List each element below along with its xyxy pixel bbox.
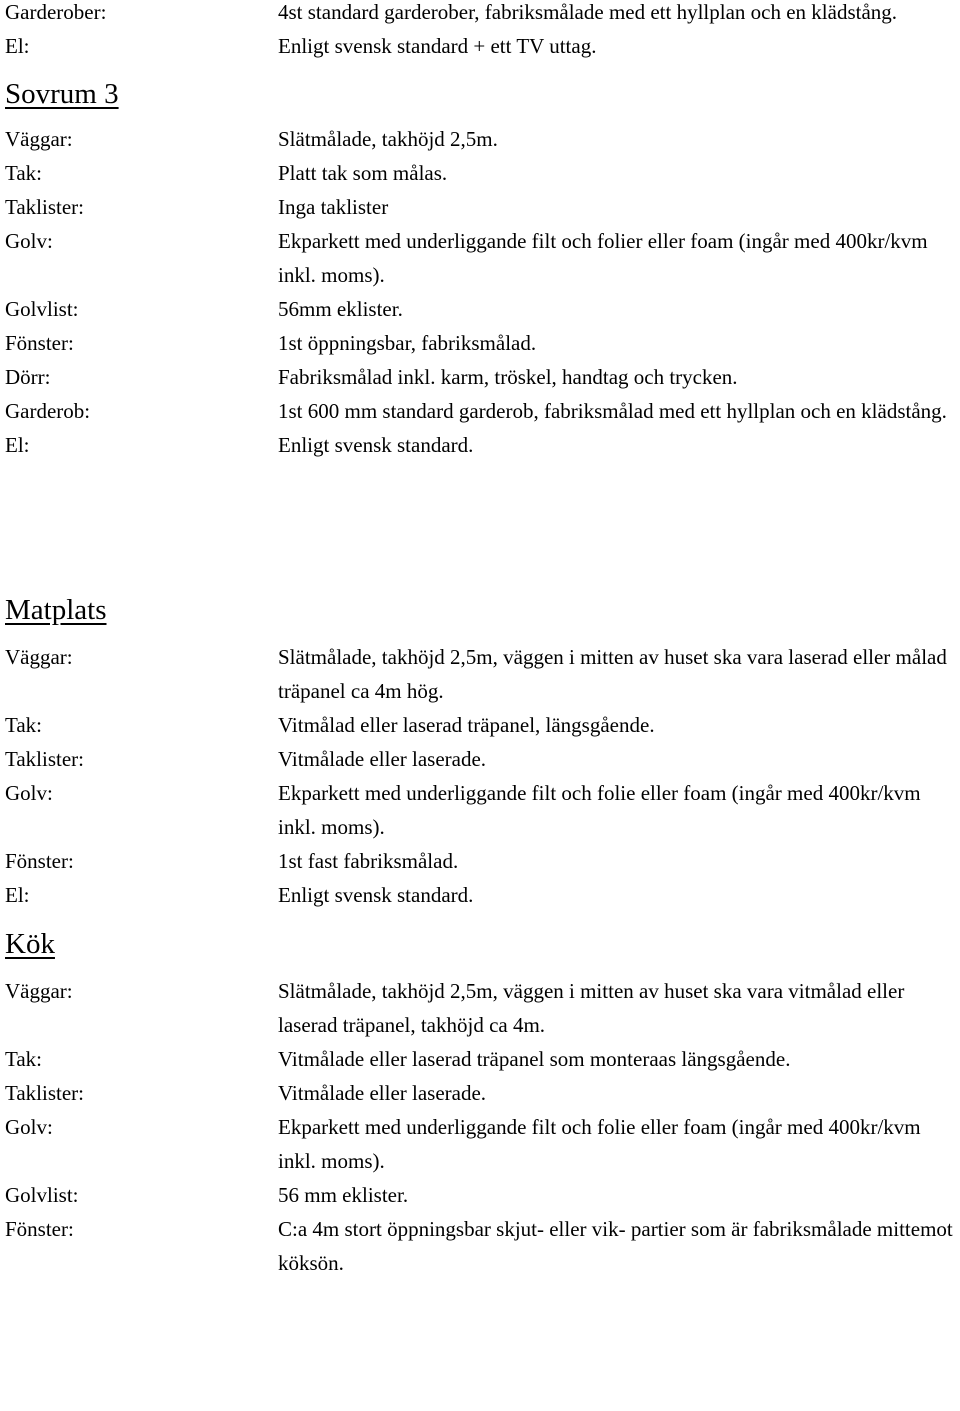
spec-value: 56 mm eklister. [278,1183,409,1207]
spec-value: 1st fast fabriksmålad. [278,849,459,873]
spec-value: 4st standard garderober, fabriksmålade med ett hyllplan och en klädstång. [278,0,898,24]
spec-label: Väggar: [5,979,73,1003]
spec-label: El: [5,34,30,58]
spec-row-golv [0,224,960,292]
spec-value: Platt tak som målas. [278,161,448,185]
spec-value: Enligt svensk standard. [278,883,474,907]
spec-label: El: [5,433,30,457]
spec-label: El: [5,883,30,907]
section-heading: Kök [5,928,55,960]
spec-value: Vitmålad eller laserad träpanel, längsgående. [278,713,655,737]
spec-label: Fönster: [5,849,74,873]
spec-value: Slätmålade, takhöjd 2,5m, väggen i mitten av huset ska vara laserad eller målad träpanel ca 4m hög. [278,645,947,703]
spec-value: Ekparkett med underliggande filt och folie eller foam (ingår med 400kr/kvm inkl. moms). [278,781,921,839]
spec-label: Fönster: [5,1217,74,1241]
spec-row-tak [0,1042,960,1076]
spec-label: Tak: [5,161,43,185]
spec-row-vaggar [0,122,960,156]
section-matplats [0,590,960,912]
spec-row-fonster [0,1212,960,1280]
spec-row-golvlist [0,292,960,326]
spec-value: Ekparkett med underliggande filt och folie eller foam (ingår med 400kr/kvm inkl. moms). [278,1115,921,1173]
spec-value: Slätmålade, takhöjd 2,5m. [278,127,498,151]
spec-row-dorr [0,360,960,394]
spec-row-el [0,29,960,63]
spec-row-golv [0,1110,960,1178]
spec-row-taklister [0,742,960,776]
spec-row-garderob [0,394,960,428]
section-heading: Sovrum 3 [5,78,119,110]
spec-value: Enligt svensk standard. [278,433,474,457]
spec-value: Enligt svensk standard + ett TV uttag. [278,34,597,58]
spec-label: Dörr: [5,365,51,389]
spec-value: 1st 600 mm standard garderob, fabriksmålad med ett hyllplan och en klädstång. [278,399,947,423]
spec-value: Inga taklister [278,195,389,219]
section-heading: Matplats [5,594,107,626]
spec-value: Fabriksmålad inkl. karm, tröskel, handtag och trycken. [278,365,738,389]
section-kok [0,924,960,1280]
spec-label: Taklister: [5,747,85,771]
spec-row-golv [0,776,960,844]
spec-label: Taklister: [5,195,85,219]
section-sovrum-3 [0,74,960,462]
spec-value: Ekparkett med underliggande filt och folier eller foam (ingår med 400kr/kvm inkl. moms). [278,229,928,287]
spec-row-fonster [0,844,960,878]
spec-row-tak [0,156,960,190]
spec-label: Golv: [5,781,53,805]
spec-row-golvlist [0,1178,960,1212]
spec-label: Golvlist: [5,297,79,321]
spec-value: 1st öppningsbar, fabriksmålad. [278,331,537,355]
spec-row-vaggar [0,974,960,1042]
spec-label: Garderober: [5,0,107,24]
spec-label: Golvlist: [5,1183,79,1207]
spec-value: 56mm eklister. [278,297,403,321]
spec-label: Golv: [5,1115,53,1139]
spec-value: Slätmålade, takhöjd 2,5m, väggen i mitten av huset ska vara vitmålad eller laserad träpanel, takhöjd ca 4m. [278,979,905,1037]
spec-row-taklister [0,190,960,224]
spec-row-tak [0,708,960,742]
spec-label: Tak: [5,1047,43,1071]
spec-label: Väggar: [5,127,73,151]
spec-row-el [0,428,960,462]
spec-row-el [0,878,960,912]
spec-label: Taklister: [5,1081,85,1105]
spec-label: Garderob: [5,399,91,423]
spec-label: Tak: [5,713,43,737]
spec-value: Vitmålade eller laserad träpanel som monteraas längsgående. [278,1047,791,1071]
spec-row-fonster [0,326,960,360]
section-previous-room [0,0,960,63]
spec-value: C:a 4m stort öppningsbar skjut- eller vik- partier som är fabriksmålade mittemot köksön. [278,1217,953,1275]
spec-row-taklister [0,1076,960,1110]
spec-value: Vitmålade eller laserade. [278,747,487,771]
spec-row-vaggar [0,640,960,708]
spec-value: Vitmålade eller laserade. [278,1081,487,1105]
spec-label: Fönster: [5,331,74,355]
spec-row-garderober [0,0,960,29]
spec-label: Väggar: [5,645,73,669]
spec-label: Golv: [5,229,53,253]
